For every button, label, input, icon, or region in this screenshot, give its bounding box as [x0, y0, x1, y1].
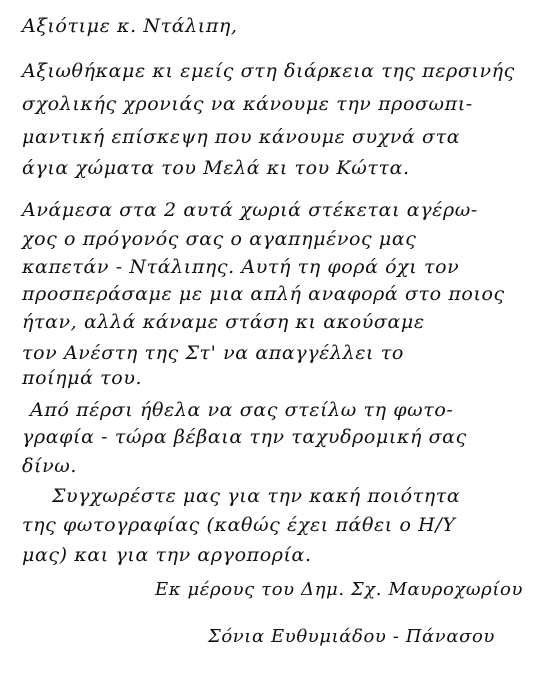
letter-line: μας) και για την αργοπορία. [22, 544, 312, 566]
letter-line: σχολικής χρονιάς να κάνουμε την προσωπι- [22, 93, 473, 115]
letter-line: ποίημά του. [22, 367, 143, 389]
letter-sender-line: Εκ μέρους του Δημ. Σχ. Μαυροχωρίου [155, 579, 523, 600]
letter-line: προσπεράσαμε με μια απλή αναφορά στο ποιος [22, 283, 505, 305]
letter-line: Αξιωθήκαμε κι εμείς στη διάρκεια της περσινής [22, 60, 515, 82]
letter-line: άγια χώματα του Μελά κι του Κώττα. [22, 157, 410, 179]
letter-line: καπετάν - Ντάλιπης. Αυτή τη φορά όχι τον [22, 256, 460, 278]
letter-line: τον Ανέστη της Στ' να απαγγέλλει το [22, 342, 404, 364]
letter-line: χος ο πρόγονός σας ο αγαπημένος μας [22, 228, 417, 250]
letter-greeting: Αξιότιμε κ. Ντάλιπη, [22, 15, 238, 37]
letter-line: ήταν, αλλά κάναμε στάση κι ακούσαμε [22, 311, 425, 333]
letter-line: Συγχωρέστε μας για την κακή ποιότητα [52, 485, 461, 507]
letter-line: μαντική επίσκεψη που κάνουμε συχνά στα [22, 126, 461, 148]
letter-line: γραφία - τώρα βέβαια την ταχυδρομική σας [22, 426, 467, 448]
letter-line: δίνω. [22, 455, 77, 477]
letter-signature-name: Σόνια Ευθυμιάδου - Πάνασου [208, 626, 495, 647]
letter-line: Ανάμεσα στα 2 αυτά χωριά στέκεται αγέρω- [22, 199, 478, 221]
letter-line: Από πέρσι ήθελα να σας στείλω τη φωτο- [30, 399, 454, 421]
letter-line: της φωτογραφίας (καθώς έχει πάθει ο Η/Υ [22, 514, 456, 536]
